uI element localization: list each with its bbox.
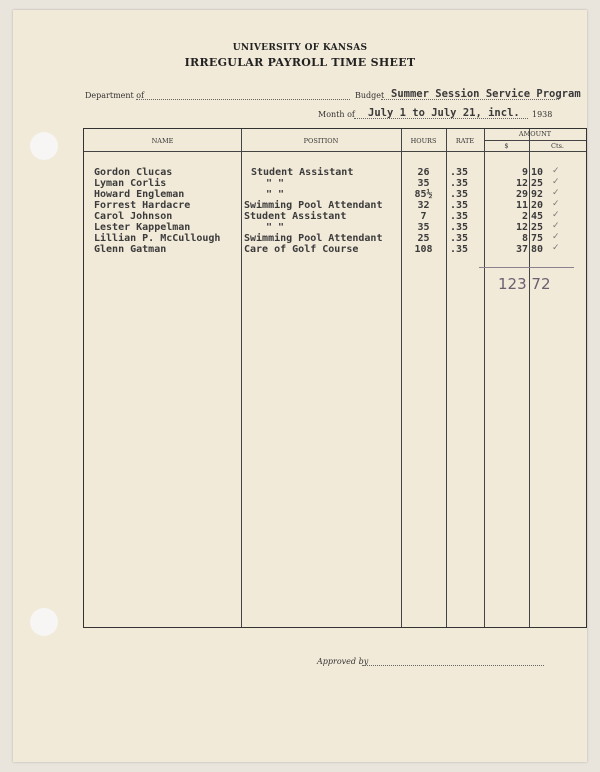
check-mark-icon: ✓ xyxy=(552,210,560,220)
header-amount: AMOUNT xyxy=(518,130,552,138)
amount-cents: 80 xyxy=(531,244,544,255)
employee-hours: 35 xyxy=(417,178,430,189)
punch-hole-top xyxy=(30,132,58,160)
month-value: July 1 to July 21, incl. xyxy=(368,107,520,119)
punch-hole-bottom xyxy=(30,608,58,636)
employee-hours: 25 xyxy=(417,233,430,244)
employee-name: Lillian P. McCullough xyxy=(94,233,221,244)
amount-cents: 92 xyxy=(531,189,544,200)
university-name: UNIVERSITY OF KANSAS xyxy=(232,43,368,53)
employee-rate: .35 xyxy=(450,211,469,222)
employee-rate: .35 xyxy=(450,200,469,211)
employee-rate: .35 xyxy=(450,178,469,189)
header-dollars: $ xyxy=(504,142,509,150)
employee-name: Howard Engleman xyxy=(94,189,185,200)
header-hours: HOURS xyxy=(410,137,437,145)
amount-cents: 25 xyxy=(531,222,544,233)
budget-value: Summer Session Service Program xyxy=(391,88,581,100)
header-cents: Cts. xyxy=(551,142,564,150)
employee-position: Swimming Pool Attendant xyxy=(244,200,383,211)
total-rule xyxy=(479,267,574,268)
amount-dollars: 9 xyxy=(521,167,528,178)
amount-cents: 25 xyxy=(531,178,544,189)
department-label: Department of xyxy=(85,91,145,100)
header-name: NAME xyxy=(151,137,174,145)
employee-hours: 85½ xyxy=(414,189,433,200)
amount-dollars: 37 xyxy=(515,244,528,255)
employee-position: Student Assistant xyxy=(244,211,347,222)
check-mark-icon: ✓ xyxy=(552,243,560,253)
employee-rate: .35 xyxy=(450,244,469,255)
amount-dollars: 8 xyxy=(521,233,528,244)
check-mark-icon: ✓ xyxy=(552,221,560,231)
employee-position: " " xyxy=(266,189,285,200)
month-label: Month of xyxy=(318,110,355,119)
employee-hours: 26 xyxy=(417,167,430,178)
employee-rate: .35 xyxy=(450,189,469,200)
employee-hours: 32 xyxy=(417,200,430,211)
employee-rate: .35 xyxy=(450,233,469,244)
header-divider xyxy=(84,151,586,152)
employee-name: Gordon Clucas xyxy=(94,167,173,178)
check-mark-icon: ✓ xyxy=(552,177,560,187)
employee-name: Lyman Corlis xyxy=(94,178,167,189)
payroll-table xyxy=(83,128,587,628)
amount-cents: 45 xyxy=(531,211,544,222)
employee-position: Swimming Pool Attendant xyxy=(244,233,383,244)
employee-name: Glenn Gatman xyxy=(94,244,167,255)
employee-name: Lester Kappelman xyxy=(94,222,191,233)
employee-position: " " xyxy=(266,178,285,189)
amount-dollars: 12 xyxy=(515,178,528,189)
employee-position: Student Assistant xyxy=(251,167,354,178)
approved-by-label: Approved by xyxy=(317,657,369,666)
check-mark-icon: ✓ xyxy=(552,188,560,198)
check-mark-icon: ✓ xyxy=(552,166,560,176)
col-divider xyxy=(529,129,530,627)
amount-cents: 75 xyxy=(531,233,544,244)
employee-position: Care of Golf Course xyxy=(244,244,359,255)
employee-rate: .35 xyxy=(450,167,469,178)
sheet-title: IRREGULAR PAYROLL TIME SHEET xyxy=(184,56,416,69)
amount-cents: 10 xyxy=(531,167,544,178)
handwritten-total: 123 72 xyxy=(498,275,551,293)
amount-divider xyxy=(484,140,586,141)
approved-by-line xyxy=(362,665,544,666)
employee-position: " " xyxy=(266,222,285,233)
check-mark-icon: ✓ xyxy=(552,232,560,242)
employee-hours: 108 xyxy=(414,244,433,255)
amount-dollars: 12 xyxy=(515,222,528,233)
amount-dollars: 29 xyxy=(515,189,528,200)
check-mark-icon: ✓ xyxy=(552,199,560,209)
employee-name: Carol Johnson xyxy=(94,211,173,222)
col-divider xyxy=(241,129,242,627)
budget-label: Budget xyxy=(355,91,385,100)
amount-dollars: 11 xyxy=(515,200,528,211)
department-line xyxy=(136,99,350,100)
employee-rate: .35 xyxy=(450,222,469,233)
col-divider xyxy=(446,129,447,627)
header-position: POSITION xyxy=(303,137,339,145)
amount-cents: 20 xyxy=(531,200,544,211)
employee-hours: 7 xyxy=(420,211,427,222)
header-rate: RATE xyxy=(455,137,475,145)
year-value: 1938 xyxy=(532,110,553,119)
employee-name: Forrest Hardacre xyxy=(94,200,191,211)
employee-hours: 35 xyxy=(417,222,430,233)
amount-dollars: 2 xyxy=(521,211,528,222)
